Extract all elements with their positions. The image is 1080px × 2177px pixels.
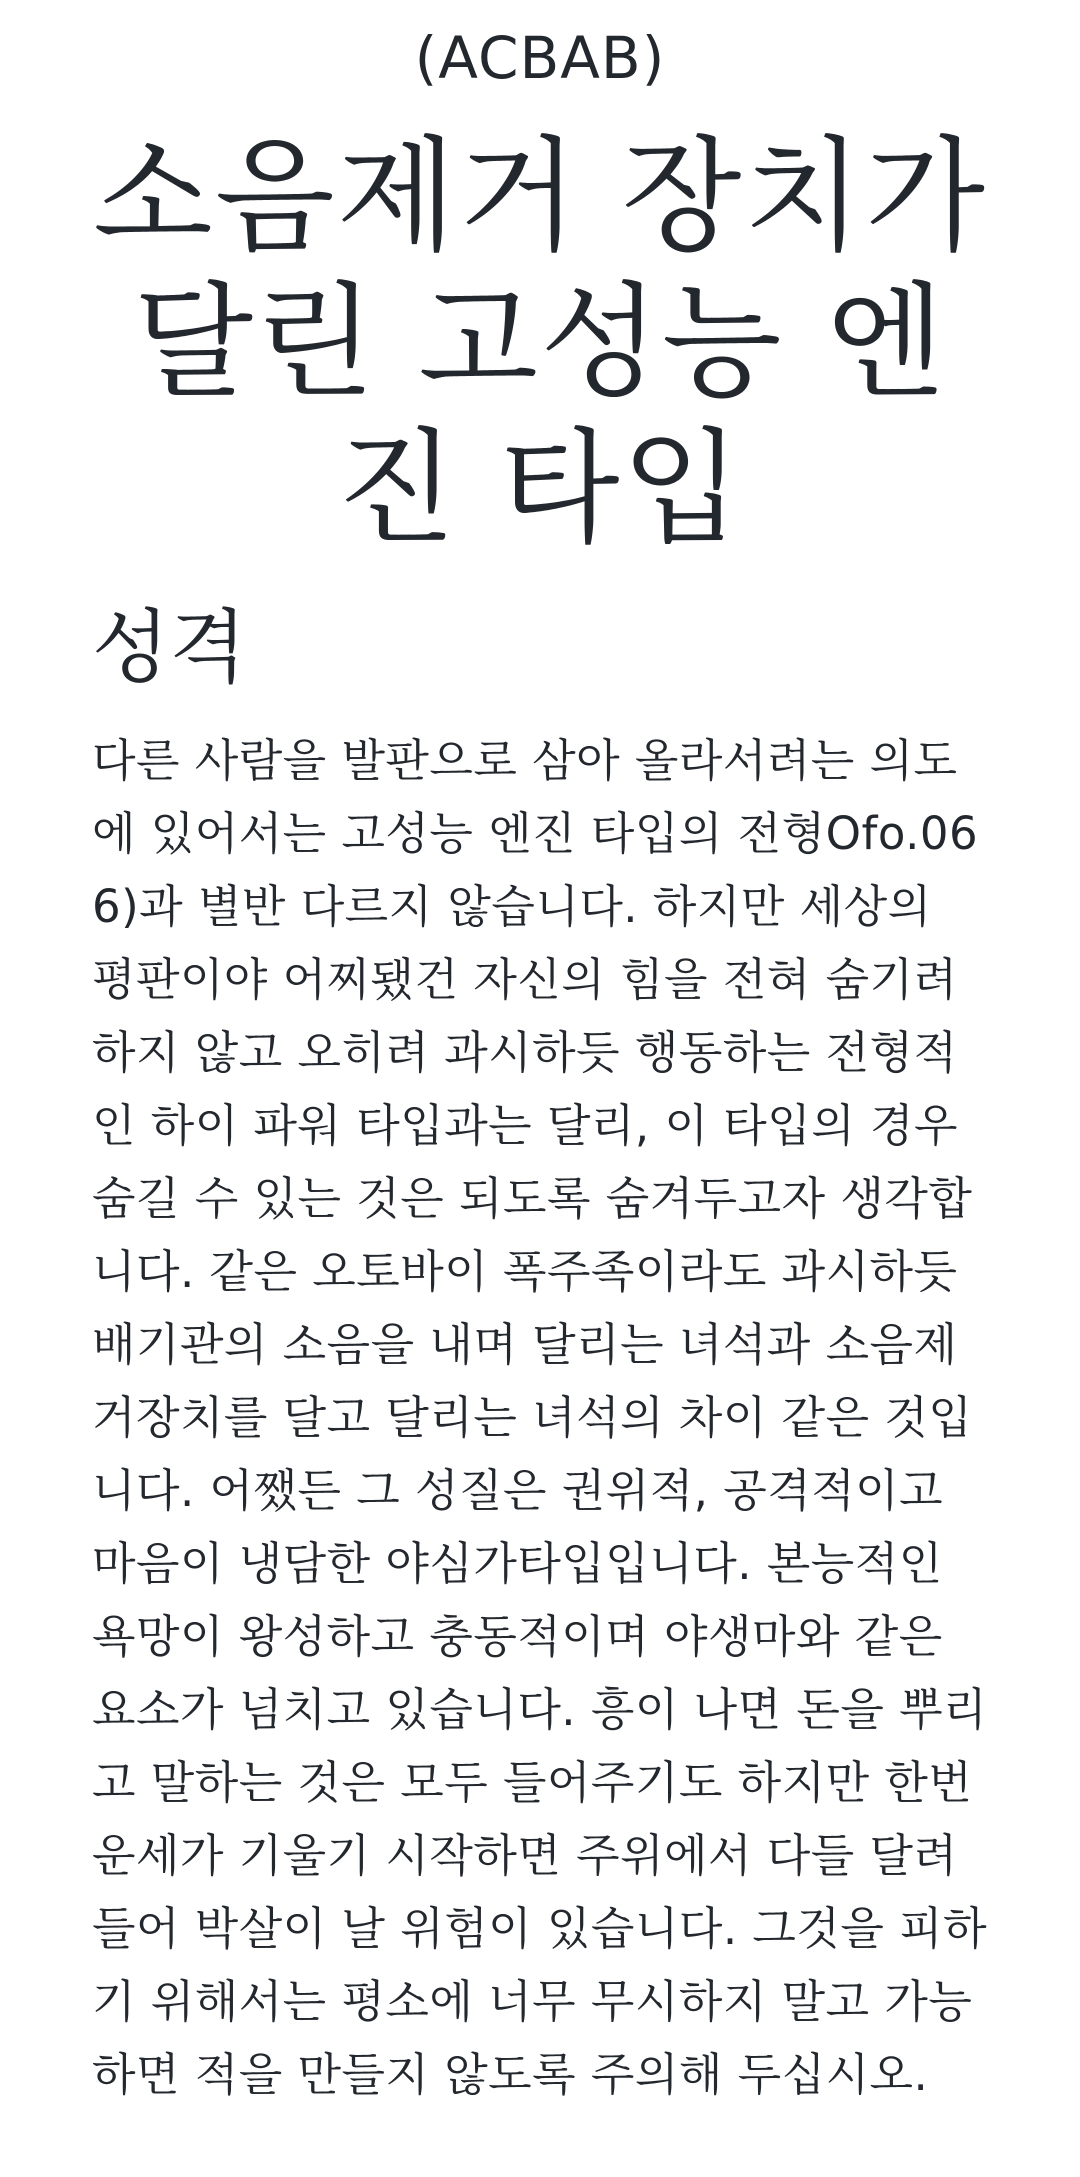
type-code: (ACBAB) (414, 24, 666, 92)
section-body: 다른 사람을 발판으로 삼아 올라서려는 의도에 있어서는 고성능 엔진 타입의 전형Ofo.066)과 별반 다르지 않습니다. 하지만 세상의 평판이야 어찌됐건 자신의 힘을 전혀 숨기려 하지 않고 오히려 과시하듯 행동하는 전형적인 하이 파워 타입과는 달리, 이 타입의 경우숨길 수 있는 것은 되도록 숨겨두고자 생각합니다. 같은 오토바이 폭주족이라도 과시하듯 배기관의 소음을 내며 달리는 녀석과 소음제거장치를 달고 달리는 녀석의 차이 같은 것입니다. 어쨌든 그 성질은 권위적, 공격적이고 마음이 냉담한 야심가타입입니다. 본능적인 욕망이 왕성하고 충동적이며 야생마와 같은 요소가 넘치고 있습니다. 흥이 나면 돈을 뿌리고 말하는 것은 모두 들어주기도 하지만 한번 운세가 기울기 시작하면 주위에서 다들 달려들어 박살이 날 위험이 있습니다. 그것을 피하기 위해서는 평소에 너무 무시하지 말고 가능하면 적을 만들지 않도록 주의해 두십시오. (92, 734, 988, 2101)
page-title: 소음제거 장치가 달린 고성능 엔진 타입 (93, 125, 987, 561)
section-heading: 성격 (92, 601, 247, 694)
